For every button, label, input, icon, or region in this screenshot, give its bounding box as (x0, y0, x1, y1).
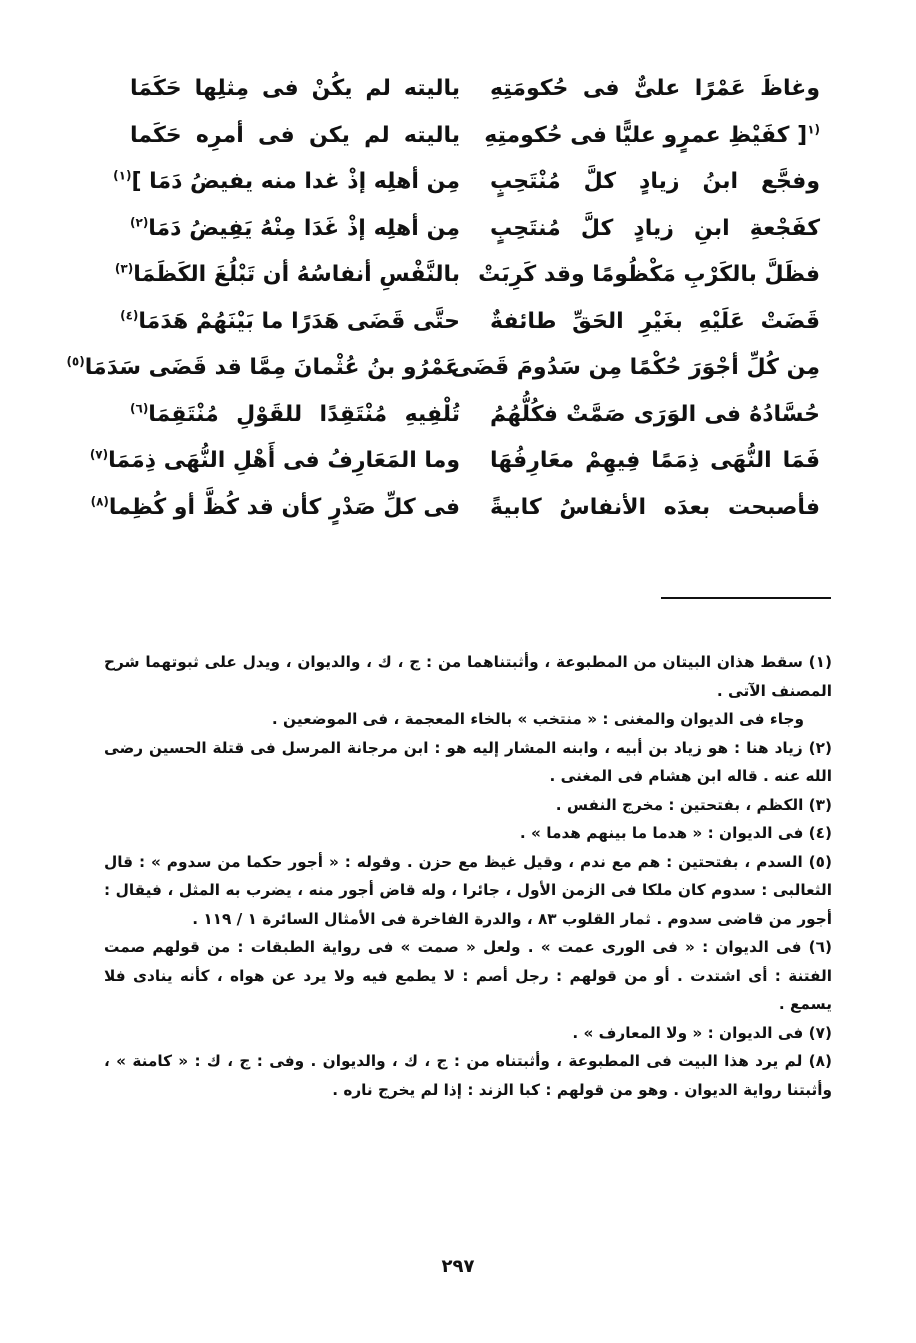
verse-line (120, 308, 820, 356)
verse-text: وغاظَ عَمْرًا علىٌّ فى حُكومَتِهِ (490, 76, 820, 101)
verse-text: وما المَعَارِفُ فى أَهْلِ النُّهَى ذِمَمَا (108, 448, 460, 473)
verse-text: وفجَّع ابنُ زيادٍ كلَّ مُنْتَحِبٍ (490, 169, 820, 194)
verse-text: كفَجْعةِ ابنِ زيادٍ كلَّ مُنتَحِبٍ (490, 215, 820, 241)
footnote: (٢) زياد هنا : هو زياد بن أبيه ، وابنه المشار إليه هو : ابن مرجانة المرسل فى قتلة الحسين رضى الله عنه . قاله ابن هشام فى المغنى . (104, 738, 832, 785)
footnote-marker: (٥) (66, 354, 85, 369)
verse-line (130, 76, 820, 123)
footnote-marker: (١) (113, 168, 132, 183)
verse-text: [ كفَيْظِ عمرٍو عليًّا فى حُكومتِهِ (484, 122, 808, 148)
verse-text: ياليته لم يكن فى أمرِه حَكَما (130, 122, 460, 148)
verse-first-hemistich (484, 122, 820, 148)
verse-second-hemistich (89, 447, 460, 473)
verse-second-hemistich (90, 494, 460, 520)
verse-text: تُلْفِيهِ مُنْتَقِدًا للقَوْلِ مُنْتَقِمَا (148, 401, 460, 427)
verse-first-hemistich (450, 355, 820, 380)
verse-first-hemistich (478, 262, 820, 287)
verse-second-hemistich (130, 76, 460, 101)
verse-text: عَمْرُو بنُ عُثْمانَ مِمَّا قد قَضَى سَدَمَا (84, 355, 460, 380)
verse-second-hemistich (113, 168, 460, 194)
verse-text: فى كلِّ صَدْرٍ كأن قد كُظَّ أو كُظِما (108, 494, 460, 520)
verse-second-hemistich (130, 402, 460, 427)
footnote: (٣) الكظم ، بفتحتين : مخرج النفس . (555, 795, 832, 814)
verse-line (113, 168, 820, 216)
verse-second-hemistich (130, 123, 460, 148)
verse-first-hemistich (490, 76, 820, 101)
verse-text: فَمَا النُّهَى ذِمَمًا فِيهِمْ معَارِفُهَا (490, 448, 820, 473)
footnote-marker: (٣) (114, 261, 134, 276)
verse-first-hemistich (490, 309, 820, 334)
footnote: (٦) فى الديوان : « فى الورى عمت » . ولعل « صمت » فى رواية الطبقات : من قولهم صمت الفتنة : أى اشتدت . أو من قولهم : رجل أصم : لا يطمع فيه ولا يرد عن هواه ، كأنه ينادى فلا يسمع . (104, 938, 832, 1013)
verse-second-hemistich (130, 216, 460, 241)
footnote: (٥) السدم ، بفتحتين : هم مع ندم ، وقيل غيظ مع حزن . وقوله : « أجور حكما من سدوم » : قال الثعالبى : سدوم كان ملكا فى الزمن الأول ، جائرا ، وله قاض أجور منه ، يضرب به المثل ، فيقال : أجور من قاضى سدوم . ثمار القلوب ٨٣ ، والدرة الفاخرة فى الأمثال السائرة ١ / ١١٩ . (104, 852, 832, 928)
verse-second-hemistich (120, 308, 460, 334)
footnote: (٧) فى الديوان : « ولا المعارف » . (572, 1023, 832, 1042)
verse-text: مِن أهلِه إذْ غدا منه يفيضُ دَمَا ] (131, 169, 460, 194)
verse-text: قَضَتْ عَلَيْهِ بغَيْرِ الحَقِّ طائفةٌ (490, 308, 820, 334)
footnote-marker: (٢) (130, 215, 149, 230)
verse-first-hemistich (490, 216, 820, 241)
verse-text: حتَّى قَضَى هَدَرًا ما بَيْنَهُمْ هَدَمَا (138, 308, 460, 334)
verse-line (89, 447, 820, 495)
footnote: وجاء فى الديوان والمغنى : « منتخب » بالخاء المعجمة ، فى الموضعين . (271, 710, 804, 728)
verse-text: فظَلَّ بالكَرْبِ مَكْظُومًا وقد كَرِبَتْ (478, 262, 820, 287)
verse-text: ياليته لم يكُنْ فى مِثلِها حَكَمَا (130, 76, 460, 101)
verse-first-hemistich (490, 495, 820, 520)
footnote: (٤) فى الديوان : « هدما ما بينهم هدما » . (519, 824, 832, 842)
verse-first-hemistich (490, 402, 820, 427)
footnote-marker: (٨) (90, 494, 109, 509)
footnotes (104, 648, 832, 1104)
footnote-marker: (٧) (89, 447, 109, 462)
verse-second-hemistich (66, 354, 460, 380)
footnote: (٨) لم يرد هذا البيت فى المطبوعة ، وأثبتناه من : ج ، ك ، والديوان . وفى : ج ، ك : « كامنة » ، وأثبتنا رواية الديوان . وهو من قولهم : كبا الزند : إذا لم يخرج ناره . (104, 1052, 832, 1099)
footnote-marker: (٦) (130, 401, 149, 416)
verse-second-hemistich (114, 261, 460, 287)
footnote: (١) سقط هذان البيتان من المطبوعة ، وأثبتناهما من : ج ، ك ، والديوان ، ويدل على ثبوتهما شرح المصنف الآتى . (104, 653, 832, 700)
poem (66, 76, 820, 541)
verse-first-hemistich (490, 169, 820, 194)
verse-line (66, 354, 820, 402)
verse-text: حُسَّادُهُ فى الوَرَى صَمَّتْ فكُلُّهُمُ (490, 401, 820, 427)
verse-line (130, 216, 820, 263)
verse-text: فأصبحت بعدَه الأنفاسُ كابيةً (490, 494, 820, 520)
verse-text: بالنَّفْسِ أنفاسُهُ أن تَبْلُغَ الكَظَمَا (133, 262, 460, 287)
page-number: ٢٩٧ (441, 1256, 475, 1277)
footnote-marker: (٤) (120, 308, 139, 323)
verse-line (90, 494, 820, 542)
verse-text: مِن أهلِه إذْ غَدَا مِنْهُ يَفِيضُ دَمَا (148, 215, 460, 241)
verse-line (130, 123, 820, 170)
footnote-separator (661, 597, 831, 599)
verse-line (114, 261, 820, 309)
verse-first-hemistich (490, 448, 820, 473)
verse-line (130, 402, 820, 449)
verse-text: مِن كُلِّ أجْوَرَ حُكْمًا مِن سَدُومَ قَضَى (450, 355, 820, 380)
footnote-marker: (١ (807, 122, 820, 137)
